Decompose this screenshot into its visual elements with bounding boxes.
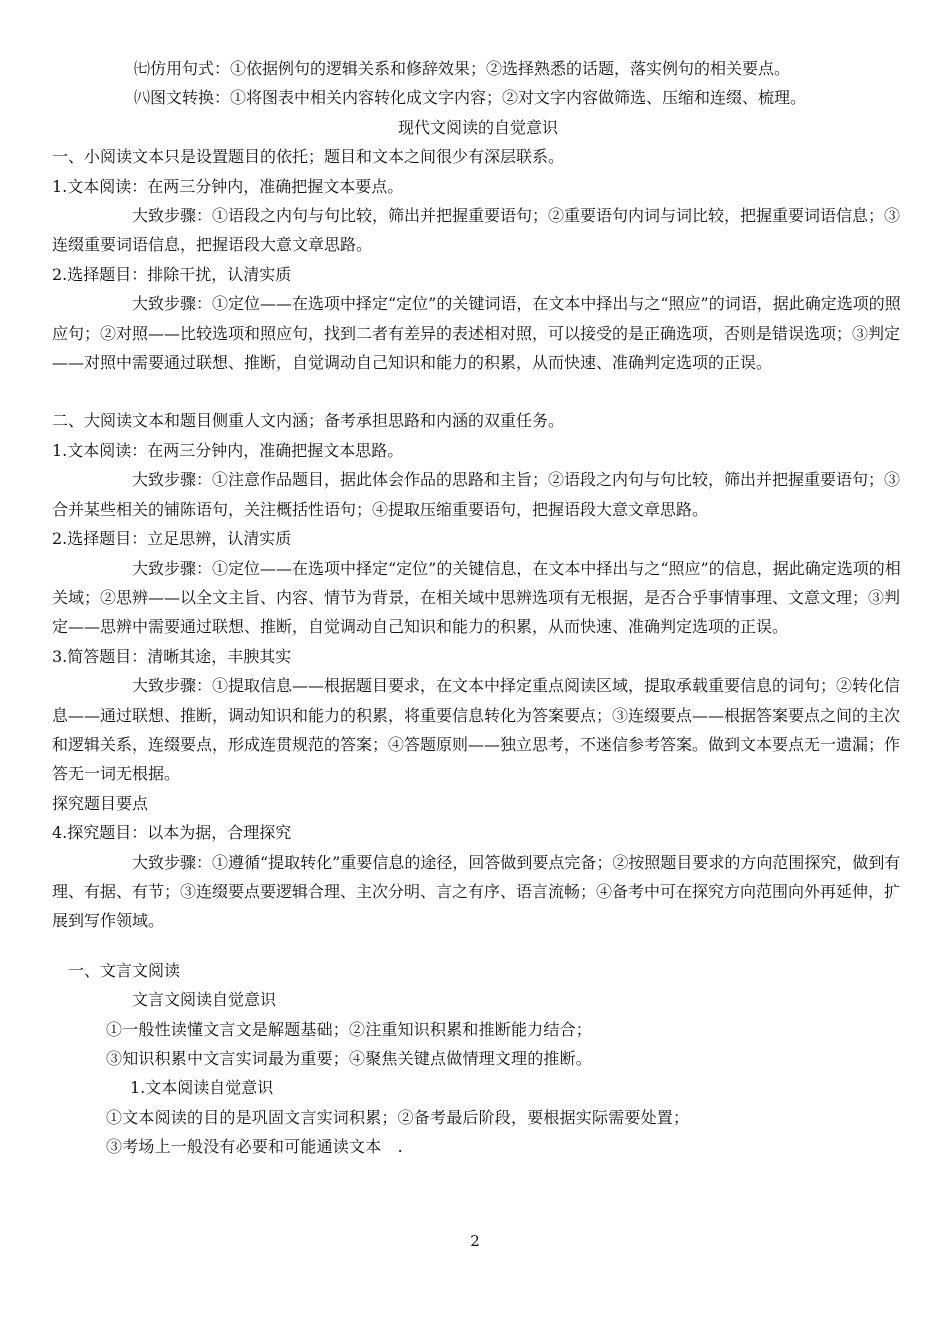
list-line-3: ①文本阅读的目的是巩固文言实词积累；②备考最后阶段，要根据实际需要处置； [106, 1107, 690, 1127]
section-title-modern-reading: 现代文阅读的自觉意识 [397, 117, 558, 137]
subheading-choice-b2: 2.选择题目：立足思辨，认清实质 [52, 529, 292, 549]
paragraph-steps-1: 大致步骤：①语段之内句与句比较，筛出并把握重要语句；②重要语句内词与词比较，把握重要词语信息；③连缀重要词语信息，把握语段大意文章思路。 [52, 206, 901, 255]
paragraph-steps-b4: 大致步骤：①遵循“提取转化”重要信息的途径，回答做到要点完备；②按照题目要求的方向范围探究，做到有理、有据、有节；③连缀要点要逻辑合理、主次分明、言之有序、语言流畅；④备考中可在探究方向范围向外再延伸，扩展到写作领域。 [52, 852, 901, 931]
list-line-2: ③知识积累中文言实词最为重要；④聚焦关键点做情理文理的推断。 [106, 1049, 593, 1068]
list-line-4: ③考场上一般没有必要和可能通读文本 . [106, 1137, 403, 1157]
subheading-choice-2: 2.选择题目：排除干扰，认清实质 [52, 264, 292, 284]
document-body [52, 54, 904, 1162]
paragraph-steps-b3: 大致步骤：①提取信息——根据题目要求，在文本中择定重点阅读区域，提取承载重要信息的词句；②转化信息——通过联想、推断，调动知识和能力的积累，将重要信息转化为答案要点；③连缀要点——根据答案要点之间的主次和逻辑关系，连缀要点，形成连贯规范的答案；④答题原则——独立思考，不迷信参考答案。做到文本要点无一遗漏；作答无一词无根据。 [52, 676, 901, 784]
heading-classical-reading: 一、文言文阅读 [68, 960, 181, 980]
subheading-classical-awareness: 文言文阅读自觉意识 [132, 990, 277, 1010]
spacer [52, 377, 904, 406]
subheading-text-reading-1: 1.文本阅读：在两三分钟内，准确把握文本要点。 [52, 176, 404, 196]
subheading-short-answer-b3: 3.简答题目：清晰其途，丰腴其实 [52, 646, 292, 666]
subheading-text-reading-b1: 1.文本阅读：在两三分钟内，准确把握文本思路。 [52, 440, 404, 460]
paragraph-steps-b1: 大致步骤：①注意作品题目，据此体会作品的思路和主旨；②语段之内句与句比较，筛出并把握重要语句；③合并某些相关的铺陈语句，关注概括性语句；④提取压缩重要语句，把握语段大意文章思路。 [52, 470, 901, 519]
paragraph-steps-2: 大致步骤：①定位——在选项中择定“定位”的关键词语，在文本中择出与之“照应”的词语，据此确定选项的照应句；②对照——比较选项和照应句，找到二者有差异的表述相对照，可以接受的是正确选项，否则是错误选项；③判定——对照中需要通过联想、推断，自觉调动自己知识和能力的积累，从而快速、准确判定选项的正误。 [52, 294, 901, 373]
heading-short-reading: 一、小阅读文本只是设置题目的依托；题目和文本之间很少有深层联系。 [52, 147, 565, 167]
subheading-classical-text-reading: 1.文本阅读自觉意识 [130, 1078, 274, 1098]
spacer [52, 936, 904, 956]
paragraph-steps-b2: 大致步骤：①定位——在选项中择定“定位”的关键信息，在文本中择出与之“照应”的信息，据此确定选项的相关域；②思辨——以全文主旨、内容、情节为背景，在相关域中思辨选项有无根据，是否合乎事情事理、文意文理；③判定——思辨中需要通过联想、推断，自觉调动自己知识和能力的积累，从而快速、准确判定选项的正误。 [52, 558, 901, 637]
item-7-paraphrase: ㈦仿用句式：①依据例句的逻辑关系和修辞效果；②选择熟悉的话题，落实例句的相关要点。 [134, 59, 791, 78]
subheading-inquiry-b4: 4.探究题目：以本为据，合理探究 [52, 823, 292, 843]
page-number: 2 [470, 1232, 480, 1250]
item-8-chart-to-text: ㈧图文转换：①将图表中相关内容转化成文字内容；②对文字内容做筛选、压缩和连缀、梳理。 [134, 88, 807, 108]
heading-long-reading: 二、大阅读文本和题目侧重人文内涵；备考承担思路和内涵的双重任务。 [52, 411, 565, 431]
list-line-1: ①一般性读懂文言文是解题基础；②注重知识积累和推断能力结合； [106, 1019, 593, 1039]
heading-inquiry-points: 探究题目要点 [52, 793, 149, 813]
